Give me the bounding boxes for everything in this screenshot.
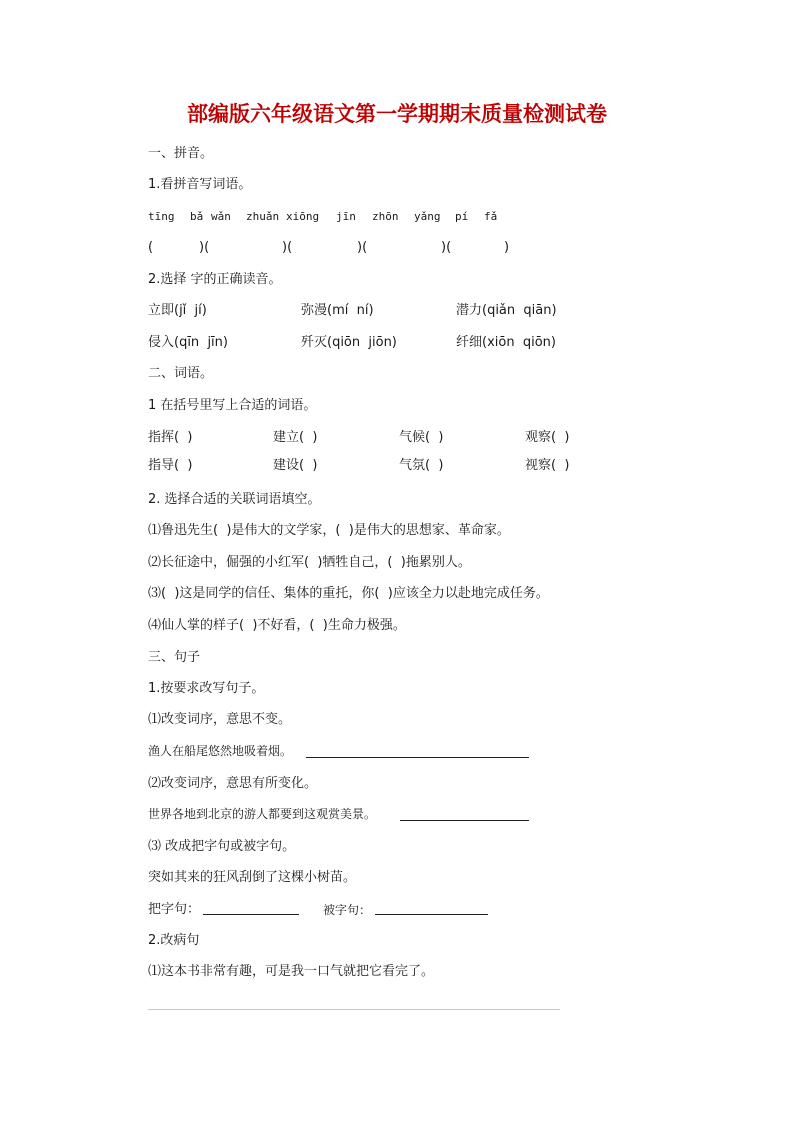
section-heading-pinyin: 一、拼音。 xyxy=(148,146,214,161)
pinyin-syllable: zhuǎn xyxy=(246,210,280,223)
bracket: )( xyxy=(282,240,293,255)
bracket: ) xyxy=(504,240,510,255)
sub-question-label: ⑴改变词序，意思不变。 xyxy=(148,712,292,727)
pinyin-syllable: tīng xyxy=(148,210,175,223)
reading-choice: 歼灭(qiōn jiōn) xyxy=(301,335,397,350)
example-sentence: 世界各地到北京的游人都要到这观赏美景。 xyxy=(148,807,377,821)
reading-choice: 弥漫(mí ní) xyxy=(301,303,374,318)
ba-answer-line[interactable] xyxy=(203,914,299,915)
faulty-sentence: ⑴这本书非常有趣，可是我一口气就把它看完了。 xyxy=(148,964,435,979)
answer-line[interactable] xyxy=(400,820,529,821)
reading-choice: 纤细(xiōn qiōn) xyxy=(456,335,556,350)
reading-choice: 立即(jǐ jí) xyxy=(148,303,207,318)
pinyin-syllable: xiōng xyxy=(286,210,320,223)
word-item: 气氛( ) xyxy=(399,458,444,473)
pinyin-syllable: yǎng xyxy=(414,210,441,223)
pinyin-syllable: zhōn xyxy=(372,210,399,223)
bei-answer-line[interactable] xyxy=(375,914,488,915)
word-item: 气候( ) xyxy=(399,430,444,445)
example-sentence: 突如其来的狂风刮倒了这棵小树苗。 xyxy=(148,870,357,885)
reading-choice: 潜力(qiǎn qiān) xyxy=(456,303,557,318)
section-heading-sentences: 三、句子 xyxy=(148,650,201,665)
answer-line[interactable] xyxy=(306,757,529,758)
sub-question-label: ⑶ 改成把字句或被字句。 xyxy=(148,839,296,854)
fill-sentence: ⑶( )这是同学的信任、集体的重托，你( )应该全力以赴地完成任务。 xyxy=(148,586,549,601)
word-item: 指挥( ) xyxy=(148,430,193,445)
bei-sentence-label: 被字句： xyxy=(323,903,372,917)
pinyin-syllable: pí xyxy=(455,210,469,223)
pinyin-syllable: wǎn xyxy=(211,210,231,223)
question-label: 2.选择 字的正确读音。 xyxy=(148,272,282,287)
word-item: 建立( ) xyxy=(273,430,318,445)
question-label: 2. 选择合适的关联词语填空。 xyxy=(148,492,321,507)
question-label: 1 在括号里写上合适的词语。 xyxy=(148,398,317,413)
fill-sentence: ⑴鲁迅先生( )是伟大的文学家，( )是伟大的思想家、革命家。 xyxy=(148,523,510,538)
pinyin-syllable: jīn xyxy=(336,210,356,223)
bracket: )( xyxy=(199,240,210,255)
word-item: 观察( ) xyxy=(525,430,570,445)
sub-question-label: ⑵改变词序，意思有所变化。 xyxy=(148,776,318,791)
section-heading-words: 二、词语。 xyxy=(148,366,214,381)
page-title: 部编版六年级语文第一学期期末质量检测试卷 xyxy=(187,101,607,126)
question-label: 2.改病句 xyxy=(148,933,200,948)
bracket: ( xyxy=(148,240,154,255)
question-label: 1.看拼音写词语。 xyxy=(148,177,252,192)
ba-sentence-label: 把字句： xyxy=(148,902,201,917)
word-item: 建设( ) xyxy=(273,458,318,473)
bracket: )( xyxy=(357,240,368,255)
bracket: )( xyxy=(441,240,452,255)
pinyin-syllable: bǎ xyxy=(190,210,204,223)
fill-sentence: ⑵长征途中，倔强的小红军( )牺牲自己，( )拖累别人。 xyxy=(148,555,471,570)
divider xyxy=(148,1009,560,1010)
reading-choice: 侵入(qīn jīn) xyxy=(148,335,228,350)
pinyin-syllable: fǎ xyxy=(484,210,498,223)
example-sentence: 渔人在船尾悠然地吸着烟。 xyxy=(148,744,293,758)
fill-sentence: ⑷仙人掌的样子( )不好看，( )生命力极强。 xyxy=(148,618,406,633)
word-item: 视察( ) xyxy=(525,458,570,473)
question-label: 1.按要求改写句子。 xyxy=(148,681,265,696)
word-item: 指导( ) xyxy=(148,458,193,473)
